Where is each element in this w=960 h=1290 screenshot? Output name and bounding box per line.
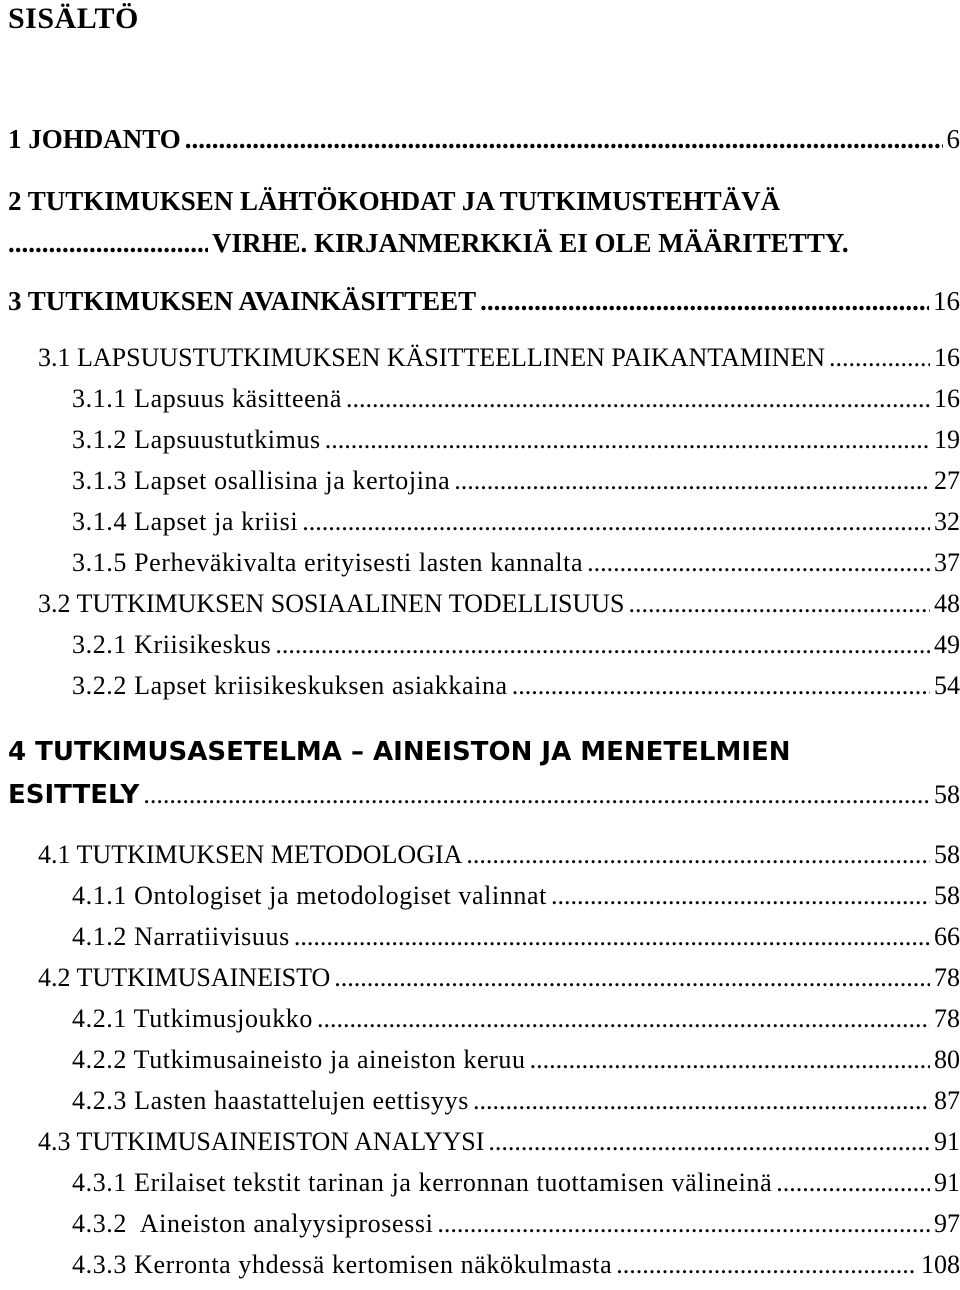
toc-entry[interactable] bbox=[0, 124, 960, 155]
toc-entry-label: 3.2.2 Lapset kriisikeskuksen asiakkaina bbox=[72, 671, 508, 700]
toc-entry-page: 16 bbox=[934, 384, 960, 413]
toc-entry[interactable] bbox=[0, 1004, 960, 1034]
toc-entry[interactable] bbox=[0, 630, 960, 660]
toc-entry-label: 3.1.2 Lapsuustutkimus bbox=[72, 425, 321, 454]
toc-entry-page: VIRHE. KIRJANMERKKIÄ EI OLE MÄÄRITETTY. bbox=[212, 228, 849, 258]
toc-entry[interactable] bbox=[0, 548, 960, 578]
dot-leader bbox=[551, 881, 930, 911]
toc-entry-page: 87 bbox=[934, 1086, 960, 1115]
toc-entry[interactable] bbox=[0, 286, 960, 317]
toc-entry-label: 3.2 TUTKIMUKSEN SOSIAALINEN TODELLISUUS bbox=[38, 589, 625, 618]
toc-entry-page: 78 bbox=[934, 963, 960, 992]
dot-leader bbox=[587, 548, 930, 578]
dot-leader bbox=[302, 507, 930, 537]
dot-leader bbox=[437, 1209, 930, 1239]
toc-entry-page: 19 bbox=[934, 425, 960, 454]
dot-leader bbox=[616, 1250, 917, 1280]
toc-entry-page: 97 bbox=[934, 1209, 960, 1238]
toc-entry[interactable] bbox=[0, 228, 952, 259]
toc-entry[interactable] bbox=[0, 671, 960, 701]
toc-entry-page: 66 bbox=[934, 922, 960, 951]
toc-entry[interactable] bbox=[0, 1209, 960, 1239]
toc-entry[interactable] bbox=[0, 1127, 960, 1157]
toc-entry[interactable] bbox=[0, 881, 960, 911]
dot-leader bbox=[512, 671, 930, 701]
toc-entry[interactable] bbox=[0, 840, 960, 870]
toc-entry-label: 4.2.2 Tutkimusaineisto ja aineiston keruu bbox=[72, 1045, 526, 1074]
toc-entry-label[interactable]: 4 TUTKIMUSASETELMA – AINEISTON JA MENETELMIEN bbox=[8, 737, 791, 767]
dot-leader bbox=[776, 1168, 930, 1198]
toc-entry[interactable] bbox=[0, 963, 960, 993]
toc-entry-label: 4.3.3 Kerronta yhdessä kertomisen näkökulmasta bbox=[72, 1250, 613, 1279]
dot-leader bbox=[275, 630, 930, 660]
toc-entry-label: 1 JOHDANTO bbox=[8, 124, 181, 154]
toc-entry-label: 4.1.2 Narratiivisuus bbox=[72, 922, 290, 951]
toc-entry[interactable] bbox=[0, 1168, 960, 1198]
toc-entry-page: 48 bbox=[934, 589, 960, 618]
toc-entry-page: 80 bbox=[934, 1045, 960, 1074]
toc-entry-page: 37 bbox=[934, 548, 960, 577]
toc-entry-label: 4.2 TUTKIMUSAINEISTO bbox=[38, 963, 331, 992]
toc-entry-label: 4.2.1 Tutkimusjoukko bbox=[72, 1004, 314, 1033]
toc-entry-label: ESITTELY bbox=[8, 780, 140, 810]
dot-leader bbox=[466, 840, 930, 870]
toc-entry-page: 27 bbox=[934, 466, 960, 495]
toc-entry-label: 3 TUTKIMUKSEN AVAINKÄSITTEET bbox=[8, 286, 477, 316]
dot-leader bbox=[488, 1127, 930, 1157]
toc-entry-label: 4.1 TUTKIMUKSEN METODOLOGIA bbox=[38, 840, 463, 869]
toc-entry[interactable] bbox=[0, 1045, 960, 1075]
dot-leader bbox=[334, 963, 930, 993]
dot-leader bbox=[8, 228, 208, 259]
toc-entry-label: 4.3 TUTKIMUSAINEISTON ANALYYSI bbox=[38, 1127, 485, 1156]
toc-entry-page: 16 bbox=[933, 286, 960, 316]
toc-entry-label: 3.1.4 Lapset ja kriisi bbox=[72, 507, 299, 536]
toc-entry-page: 78 bbox=[934, 1004, 960, 1033]
dot-leader bbox=[346, 384, 930, 414]
toc-entry-page: 32 bbox=[934, 507, 960, 536]
toc-entry[interactable] bbox=[0, 343, 960, 373]
dot-leader bbox=[480, 286, 929, 317]
toc-entry[interactable] bbox=[0, 922, 960, 952]
dot-leader bbox=[829, 343, 930, 373]
toc-entry[interactable] bbox=[0, 425, 960, 455]
page-title: SISÄLTÖ bbox=[8, 2, 139, 35]
toc-entry[interactable] bbox=[0, 780, 960, 810]
toc-entry-page: 58 bbox=[934, 840, 960, 869]
dot-leader bbox=[143, 780, 930, 810]
dot-leader bbox=[317, 1004, 930, 1034]
dot-leader bbox=[473, 1086, 930, 1116]
toc-entry-page: 108 bbox=[921, 1250, 960, 1279]
toc-entry-label: 4.2.3 Lasten haastattelujen eettisyys bbox=[72, 1086, 469, 1115]
toc-entry[interactable] bbox=[0, 466, 960, 496]
toc-entry-page: 91 bbox=[934, 1127, 960, 1156]
toc-entry-label[interactable]: 2 TUTKIMUKSEN LÄHTÖKOHDAT JA TUTKIMUSTEHTÄVÄ bbox=[8, 186, 781, 216]
toc-entry-label: 3.1.5 Perheväkivalta erityisesti lasten kannalta bbox=[72, 548, 584, 577]
toc-entry[interactable] bbox=[0, 384, 960, 414]
dot-leader bbox=[325, 425, 930, 455]
dot-leader bbox=[454, 466, 930, 496]
toc-entry-label: 3.1.1 Lapsuus käsitteenä bbox=[72, 384, 343, 413]
toc-entry-page: 16 bbox=[934, 343, 960, 372]
toc-entry-label: 3.1.3 Lapset osallisina ja kertojina bbox=[72, 466, 451, 495]
toc-entry-page: 91 bbox=[934, 1168, 960, 1197]
dot-leader bbox=[294, 922, 930, 952]
toc-entry-label: 4.1.1 Ontologiset ja metodologiset valinnat bbox=[72, 881, 547, 910]
dot-leader bbox=[185, 124, 943, 155]
toc-entry-page: 6 bbox=[946, 124, 960, 154]
toc-entry[interactable] bbox=[0, 507, 960, 537]
toc-entry-page: 54 bbox=[934, 671, 960, 700]
toc-entry-page: 49 bbox=[934, 630, 960, 659]
toc-entry-label: 3.2.1 Kriisikeskus bbox=[72, 630, 272, 659]
toc-entry-page: 58 bbox=[934, 881, 960, 910]
toc-entry-label: 3.1 LAPSUUSTUTKIMUKSEN KÄSITTEELLINEN PAIKANTAMINEN bbox=[38, 343, 826, 372]
dot-leader bbox=[628, 589, 930, 619]
toc-entry-page: 58 bbox=[934, 780, 960, 809]
toc-entry-label: 4.3.1 Erilaiset tekstit tarinan ja kerronnan tuottamisen välineinä bbox=[72, 1168, 773, 1197]
toc-entry[interactable] bbox=[0, 1250, 960, 1280]
toc-entry[interactable] bbox=[0, 1086, 960, 1116]
toc-entry[interactable] bbox=[0, 589, 960, 619]
dot-leader bbox=[530, 1045, 930, 1075]
toc-entry-label: 4.3.2 Aineiston analyysiprosessi bbox=[72, 1209, 434, 1238]
